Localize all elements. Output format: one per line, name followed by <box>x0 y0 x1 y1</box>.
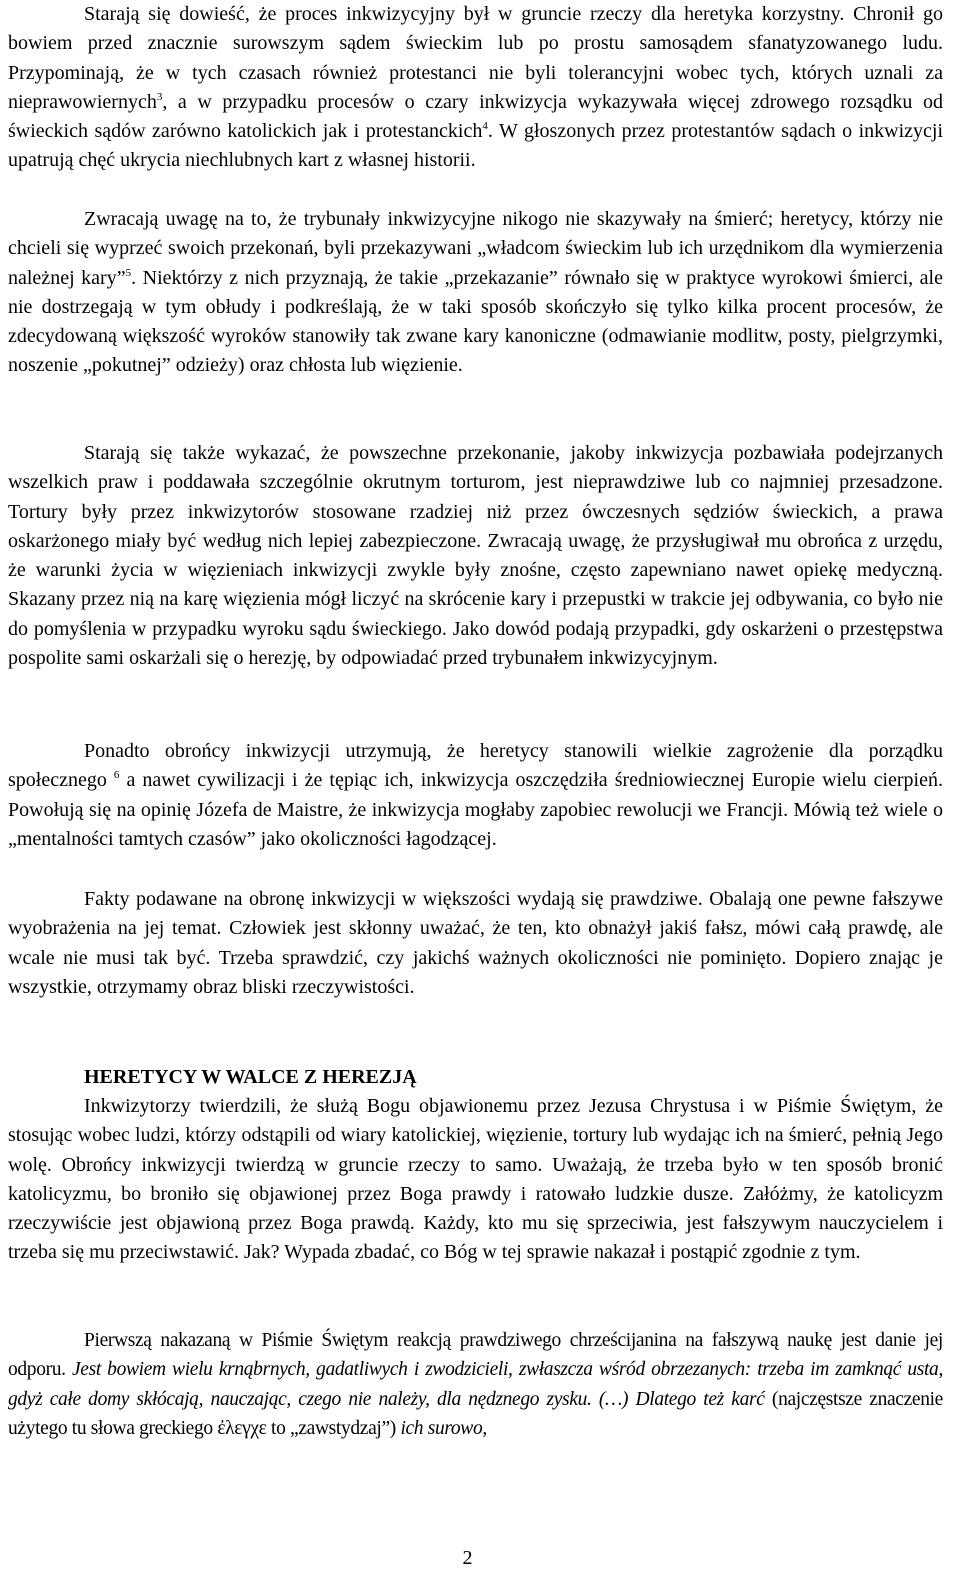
footnote-ref[interactable]: 4 <box>482 120 488 133</box>
paragraph-4 <box>8 737 943 854</box>
paragraph-6: Inkwizytorzy twierdzili, że służą Bogu objawionemu przez Jezusa Chrystusa i w Piśmie Świętym, że stosując wobec ludzi, którzy odstąpili od wiary katolickiej, więzienie, tortury lub wydając ich na śmierć, pełnią Jego wolę. Obrońcy inkwizycji twierdzą w gruncie rzeczy to samo. Uważają, że trzeba było w ten sposób bronić katolicyzmu, bo broniło się objawionej przez Boga prawdy i ratowało ludzkie dusze. Załóżmy, że katolicyzm rzeczywiście jest objawioną przez Boga prawdą. Każdy, kto mu się sprzeciwia, jest fałszywym nauczycielem i trzeba się mu przeciwstawić. Jak? Wypada zbadać, co Bóg w tej sprawie nakazał i postąpić zgodnie z tym. <box>8 1095 943 1264</box>
paragraph-3: Starają się także wykazać, że powszechne przekonanie, jakoby inkwizycja pozbawiała podejrzanych wszelkich praw i poddawała szczególnie okrutnym torturom, jest nieprawdziwe lub co najmniej przesadzone. Tortury były przez inkwizytorów stosowane rzadziej niż przez ówczesnych sędziów świeckich, a prawa oskarżonego miały być według nich lepiej zabezpieczone. Zwracają uwagę, że przysługiwał mu obrońca z urzędu, że warunki życia w więzieniach inkwizycji zwykle były znośne, często zapewniano nawet opiekę medyczną. Skazany przez nią na karę więzienia mógł liczyć na skrócenie kary i przepustki w trakcie jej odbywania, co było nie do pomyślenia w przypadku wyroku sądu świeckiego. Jako dowód podają przypadki, gdy oskarżeni o przestępstwa pospolite sami oskarżali się o herezję, by odpowiadać przed trybunałem inkwizycyjnym. <box>8 442 943 670</box>
paragraph-text: a nawet cywilizacji i że tępiąc ich, inkwizycja oszczędziła średniowiecznej Europie wielu cierpień. Powołują się na opinię Józefa de Maistre, że inkwizycja mogłaby zapobiec rewolucji we Francji. Mówią też wiele o „mentalności tamtych czasów” jako okoliczności łagodzącej. <box>8 769 943 850</box>
scripture-quote: Jest bowiem wielu krnąbrnych, gadatliwych i zwodzicieli, zwłaszcza wśród obrzezanych: trzeba im zamknąć usta, gdyż całe domy skłócają, nauczając, czego nie należy, dla nędznego zysku. (…) Dlatego też karć <box>8 1359 943 1410</box>
paragraph-text: . W głoszonych przez protestantów sądach o inkwizycji upatrują chęć ukrycia niechlubnych kart z własnej historii. <box>8 120 943 172</box>
page-number: 2 <box>462 1547 473 1569</box>
paragraph-text: Starają się dowieść, że proces inkwizycyjny był w gruncie rzeczy dla heretyka korzystny. Chronił go bowiem przed znacznie surowszym sądem świeckim lub po prostu samosądem sfanatyzowanego ludu. Przypominają, że w tych czasach również protestanci nie byli tolerancyjni wobec tych, których uznali za nieprawowiernych <box>8 3 943 113</box>
paragraph-text: Ponadto obrońcy inkwizycji utrzymują, że heretycy stanowili wielkie zagrożenie dla porządku społecznego <box>8 740 943 792</box>
paragraph-text: Zwracają uwagę na to, że trybunały inkwizycyjne nikogo nie skazywały na śmierć; heretycy, którzy nie chcieli się wyprzeć swoich przekonań, byli przekazywani „władcom świeckim lub ich urzędnikom dla wymierzenia należnej kary” <box>8 208 943 289</box>
footnote-ref[interactable]: 6 <box>113 769 120 782</box>
scripture-quote: ich surowo, <box>400 1417 487 1439</box>
paragraph-7 <box>8 1326 943 1443</box>
paragraph-5: Fakty podawane na obronę inkwizycji w większości wydają się prawdziwe. Obalają one pewne fałszywe wyobrażenia na jej temat. Człowiek jest skłonny uważać, że ten, kto obnażył jakiś fałsz, mówi całą prawdę, ale wcale nie musi tak być. Trzeba sprawdzić, czy jakichś ważnych okoliczności nie pominięto. Dopiero znając je wszystkie, otrzymamy obraz bliski rzeczywistości. <box>8 888 943 998</box>
paragraph-2 <box>8 205 943 381</box>
paragraph-text: Pierwszą nakazaną w Piśmie Świętym reakcją prawdziwego chrześcijanina na fałszywą naukę jest danie jej odporu. <box>8 1330 943 1381</box>
paragraph-1 <box>8 0 943 176</box>
paragraph-text: , a w przypadku procesów o czary inkwizycja wykazywała więcej zdrowego rozsądku od świeckich sądów zarówno katolickich jak i protestanckich <box>8 90 943 143</box>
footnote-ref[interactable]: 5 <box>125 266 132 279</box>
section-heading: HERETYCY W WALCE Z HEREZJĄ <box>84 1066 417 1088</box>
paragraph-text: (najczęstsze znaczenie użytego tu słowa greckiego ἐλεγχε to „zawstydzaj”) <box>8 1388 943 1439</box>
footnote-ref[interactable]: 3 <box>156 90 163 103</box>
paragraph-text: . Niektórzy z nich przyznają, że takie „przekazanie” równało się w praktyce wyrokowi śmierci, ale nie dostrzegają w tym obłudy i podkreślają, że w taki sposób skończyło się tylko kilka procent procesów, że zdecydowaną większość wyroków stanowiły tak zwane kary kanoniczne (odmawianie modlitw, posty, pielgrzymki, noszenie „pokutnej” odzieży) oraz chłosta lub więzienie. <box>8 266 943 377</box>
